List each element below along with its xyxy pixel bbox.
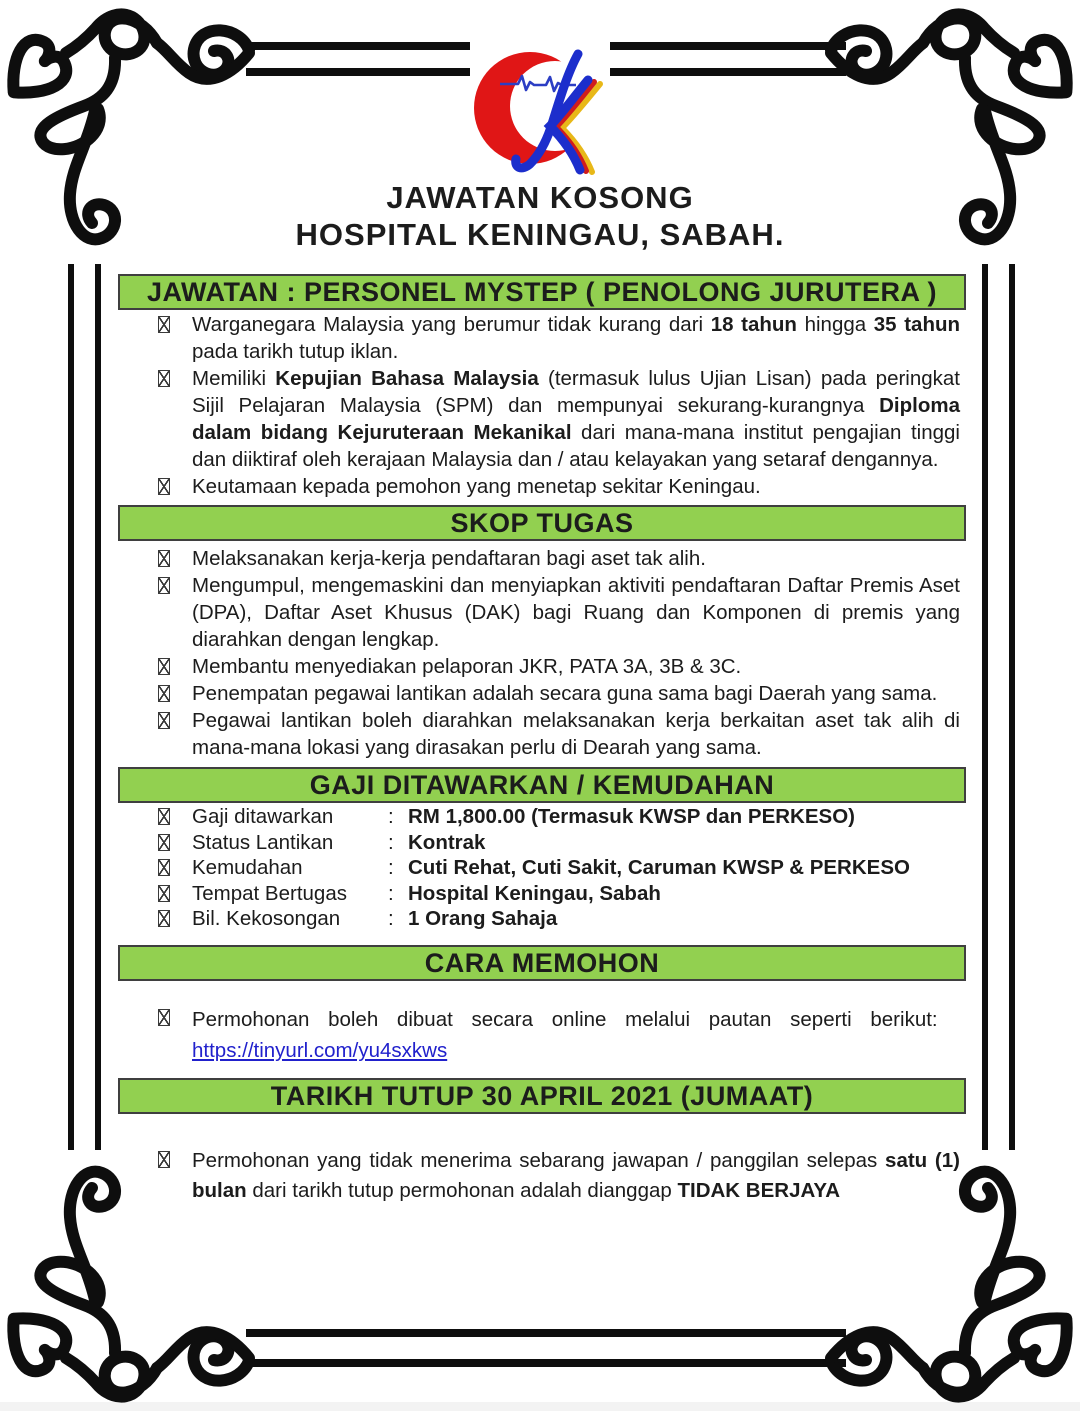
hospital-logo — [470, 26, 610, 178]
list-item — [150, 545, 960, 572]
bullet-tofu-icon — [158, 910, 170, 927]
bullet-tofu-icon — [158, 808, 170, 825]
border-line-bottom-inner — [246, 1329, 846, 1337]
closing-note-text: Permohonan yang tidak menerima sebarang jawapan / panggilan selepas satu (1) bulan dari tarikh tutup permohonan adalah dianggap TIDAK BERJAYA — [192, 1149, 960, 1202]
section-cara-memohon — [150, 1004, 960, 1066]
application-instructions — [192, 1004, 960, 1066]
bullet-text: Mengumpul, mengemaskini dan menyiapkan aktiviti pendaftaran Daftar Premis Aset (DPA), Daftar Aset Khusus (DAK) bagi Ruang dan Komponen di premis yang diarahkan dengan lengkap. — [192, 574, 960, 651]
bullet-tofu-icon — [158, 859, 170, 876]
row-value: Hospital Keningau, Sabah — [408, 881, 661, 905]
poster-title-line1: JAWATAN KOSONG — [386, 180, 694, 215]
bullet-text: Penempatan pegawai lantikan adalah secara guna sama bagi Daerah yang sama. — [192, 682, 938, 705]
bullet-tofu-icon — [158, 1151, 170, 1168]
row-label: Gaji ditawarkan — [192, 805, 334, 828]
bullet-tofu-icon — [158, 712, 170, 729]
section-header-skop-tugas: SKOP TUGAS — [118, 505, 966, 541]
list-item — [150, 311, 960, 365]
row-value: RM 1,800.00 (Termasuk KWSP dan PERKESO) — [408, 805, 855, 828]
bullet-text: Memiliki Kepujian Bahasa Malaysia (termasuk lulus Ujian Lisan) pada peringkat Sijil Pelajaran Malaysia (SPM) dan mempunyai sekurang-kurangnya Diploma dalam bidang Kejuruteraan Mekanikal dari mana-mana institut pengajian tinggi dan diiktiraf oleh kerajaan Malaysia dan / atau kelayakan yang setaraf dengannya. — [192, 367, 961, 471]
bullet-tofu-icon — [158, 834, 170, 851]
row-colon: : — [388, 907, 394, 930]
row-colon: : — [388, 856, 394, 879]
salary-row — [150, 906, 960, 932]
section-header-jawatan: JAWATAN : PERSONEL MYSTEP ( PENOLONG JURUTERA ) — [118, 274, 966, 310]
list-item — [150, 680, 960, 707]
row-label: Kemudahan — [192, 856, 303, 879]
row-value: Cuti Rehat, Cuti Sakit, Caruman KWSP & PERKESO — [408, 856, 910, 879]
row-colon: : — [388, 805, 394, 828]
row-value: 1 Orang Sahaja — [408, 907, 558, 930]
bullet-tofu-icon — [158, 685, 170, 702]
border-line-left-inner — [95, 264, 101, 1150]
section-skop-list — [150, 545, 960, 761]
list-item — [150, 653, 960, 680]
bullet-text: Keutamaan kepada pemohon yang menetap sekitar Keningau. — [192, 475, 761, 498]
bullet-tofu-icon — [158, 577, 170, 594]
section-header-gaji: GAJI DITAWARKAN / KEMUDAHAN — [118, 767, 966, 803]
salary-row — [150, 881, 960, 907]
row-label: Tempat Bertugas — [192, 881, 347, 905]
border-line-bottom-outer — [246, 1359, 846, 1367]
bullet-tofu-icon — [158, 550, 170, 567]
row-value: Kontrak — [408, 830, 486, 854]
list-item — [150, 473, 960, 500]
section-header-cara-memohon: CARA MEMOHON — [118, 945, 966, 981]
bullet-tofu-icon — [158, 658, 170, 675]
bullet-text: Pegawai lantikan boleh diarahkan melaksanakan kerja berkaitan aset tak alih di mana-mana lokasi yang dirasakan perlu di Dearah yang sama. — [192, 709, 960, 759]
section-header-tarikh-tutup: TARIKH TUTUP 30 APRIL 2021 (JUMAAT) — [118, 1078, 966, 1114]
application-link[interactable]: https://tinyurl.com/yu4sxkws — [192, 1039, 448, 1062]
border-line-right-outer — [1009, 264, 1015, 1150]
bullet-tofu-icon — [158, 478, 170, 495]
salary-details-list — [150, 804, 960, 932]
section-tarikh-note — [150, 1146, 960, 1206]
list-item — [150, 365, 960, 473]
poster-title-line2: HOSPITAL KENINGAU, SABAH. — [295, 217, 785, 252]
bullet-tofu-icon — [158, 370, 170, 387]
bullet-tofu-icon — [158, 316, 170, 333]
salary-row — [150, 855, 960, 881]
list-item — [150, 572, 960, 653]
row-label: Bil. Kekosongan — [192, 907, 341, 930]
application-intro-text: Permohonan boleh dibuat secara online melalui pautan seperti berikut: — [192, 1008, 938, 1031]
bullet-tofu-icon — [158, 885, 170, 902]
section-jawatan-list — [150, 311, 960, 500]
bullet-text: Warganegara Malaysia yang berumur tidak kurang dari 18 tahun hingga 35 tahun pada tarikh tutup iklan. — [192, 313, 961, 363]
row-colon: : — [388, 830, 394, 854]
bullet-tofu-icon — [158, 1009, 170, 1026]
row-colon: : — [388, 881, 394, 905]
border-line-right-inner — [982, 264, 988, 1150]
salary-row — [150, 804, 960, 830]
list-item — [150, 707, 960, 761]
salary-row — [150, 830, 960, 856]
list-item — [150, 1146, 960, 1206]
hospital-logo-icon — [472, 28, 608, 176]
list-item — [150, 1004, 960, 1066]
bullet-text: Melaksanakan kerja-kerja pendaftaran bagi aset tak alih. — [192, 547, 706, 570]
bullet-text: Membantu menyediakan pelaporan JKR, PATA 3A, 3B & 3C. — [192, 655, 742, 678]
border-line-left-outer — [68, 264, 74, 1150]
row-label: Status Lantikan — [192, 830, 334, 854]
